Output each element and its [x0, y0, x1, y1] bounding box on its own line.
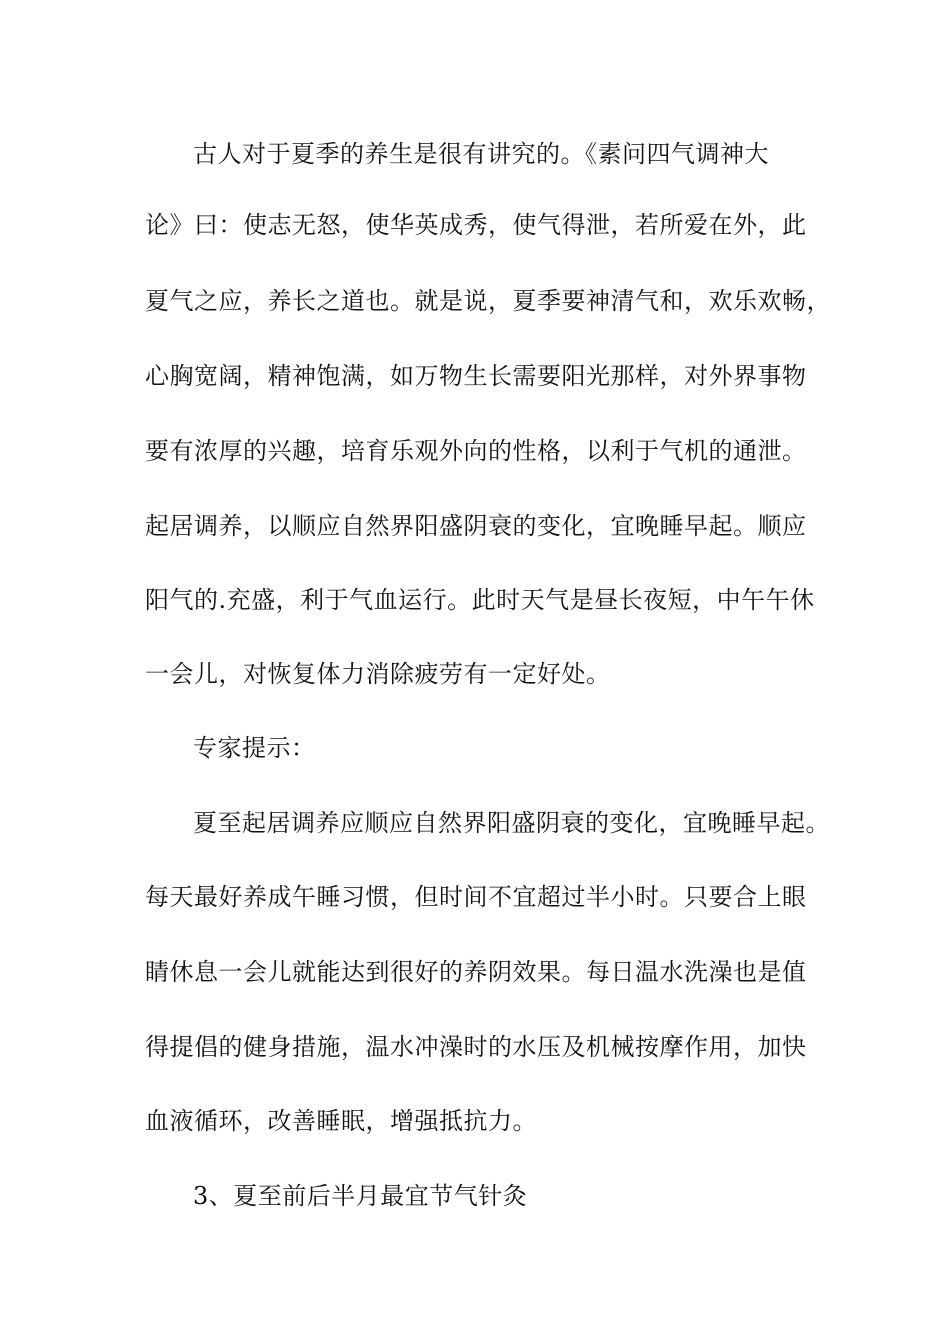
paragraph-1-line-3: 夏气之应，养长之道也。就是说，夏季要神清气和，欢乐欢畅，	[145, 287, 831, 315]
paragraph-1-line-8: 一会儿，对恢复体力消除疲劳有一定好处。	[145, 660, 611, 688]
paragraph-1-line-2: 论》曰：使志无怒，使华英成秀，使气得泄，若所爱在外，此	[145, 211, 807, 239]
expert-tip-label: 专家提示：	[193, 734, 316, 762]
section-heading: 3、夏至前后半月最宜节气针灸	[193, 1182, 528, 1210]
paragraph-1-line-1: 古人对于夏季的养生是很有讲究的。《素问四气调神大	[193, 140, 769, 168]
paragraph-1-line-6: 起居调养，以顺应自然界阳盛阴衰的变化，宜晚睡早起。顺应	[145, 512, 807, 540]
paragraph-1-line-7: 阳气的.充盛，利于气血运行。此时天气是昼长夜短，中午午休	[145, 586, 815, 614]
paragraph-2-line-1: 夏至起居调养应顺应自然界阳盛阴衰的变化，宜晚睡早起。	[193, 809, 830, 837]
paragraph-2-line-3: 睛休息一会儿就能达到很好的养阴效果。每日温水洗澡也是值	[145, 958, 807, 986]
paragraph-1-line-5: 要有浓厚的兴趣，培育乐观外向的性格，以利于气机的通泄。	[145, 437, 807, 465]
paragraph-1-line-4: 心胸宽阔，精神饱满，如万物生长需要阳光那样，对外界事物	[145, 362, 807, 390]
paragraph-2-line-4: 得提倡的健身措施，温水冲澡时的水压及机械按摩作用，加快	[145, 1033, 807, 1061]
paragraph-2-line-2: 每天最好养成午睡习惯，但时间不宜超过半小时。只要合上眼	[145, 883, 807, 911]
paragraph-2-line-5: 血液循环，改善睡眠，增强抵抗力。	[145, 1107, 537, 1135]
